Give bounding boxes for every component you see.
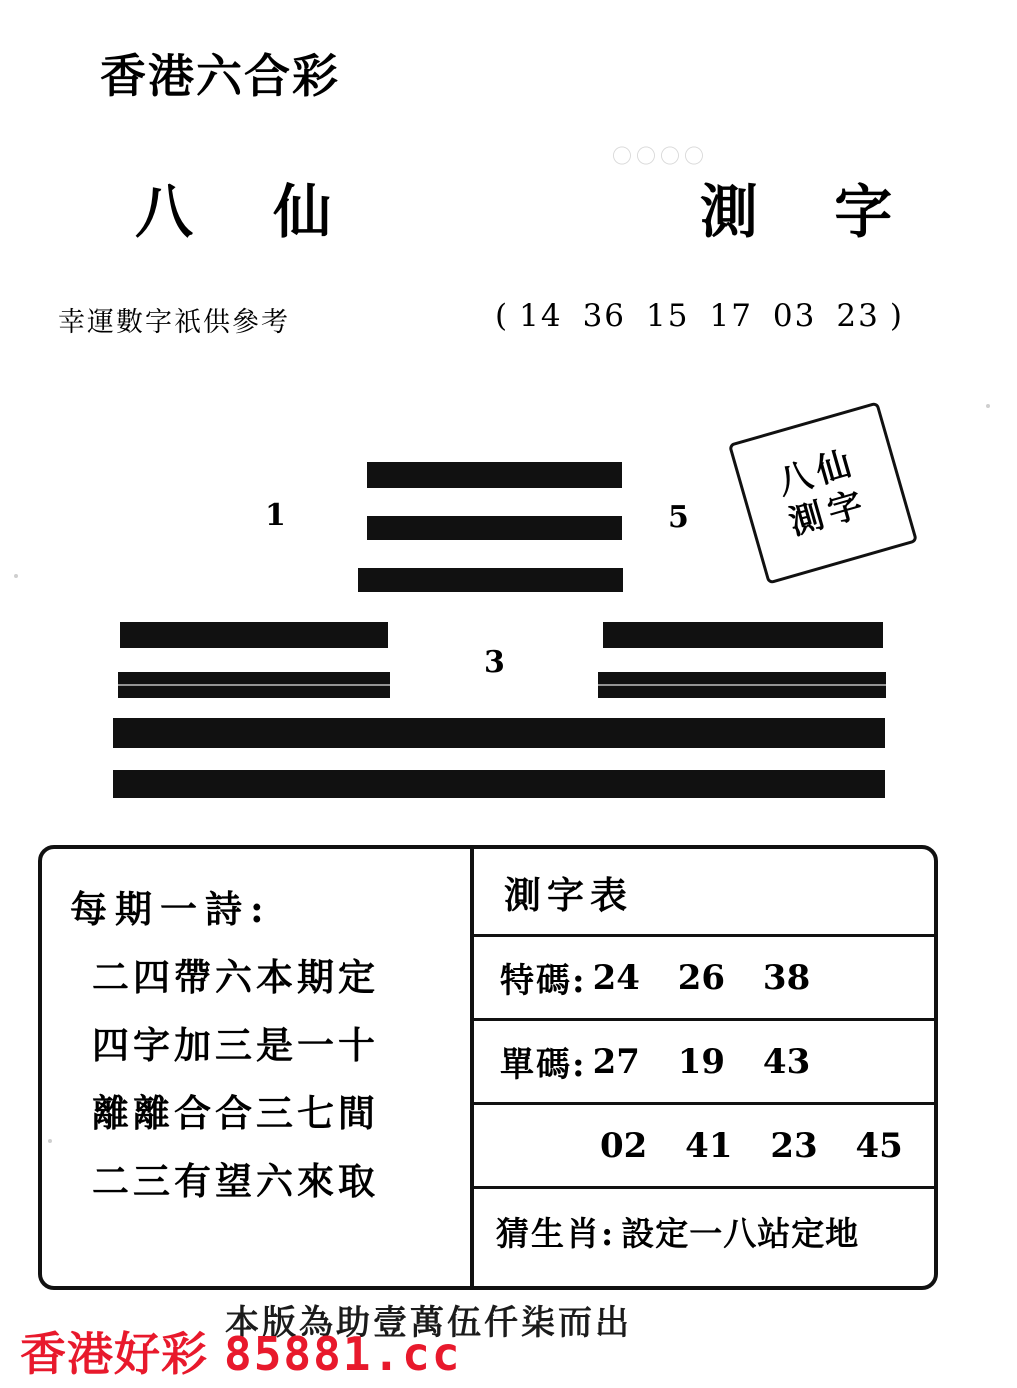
lucky-number-list xyxy=(495,298,904,334)
hexagram-label-5: 5 xyxy=(668,500,689,535)
poem-line-2: 四字加三是一十 xyxy=(92,1023,379,1067)
hexagram-bar-long-2 xyxy=(113,770,885,798)
poem-title: 每期一詩: xyxy=(70,887,272,931)
extra-number-1: 02 xyxy=(600,1125,648,1166)
number-table-title: 測字表 xyxy=(474,849,934,937)
poem-line-3: 離離合合三七間 xyxy=(92,1091,379,1135)
title-left: 八 仙 xyxy=(135,178,362,246)
seal-stamp-inner xyxy=(732,405,915,581)
lucky-number-6: 23 xyxy=(836,298,880,334)
hexagram-label-1: 1 xyxy=(265,498,286,533)
site-watermark xyxy=(20,1318,462,1384)
watermark-site: 85881.cc xyxy=(224,1327,462,1381)
lucky-number-1: 14 xyxy=(519,298,563,334)
row-label-special: 特碼: xyxy=(500,961,587,1001)
special-number-1: 24 xyxy=(592,957,640,998)
scan-speck xyxy=(48,1139,52,1143)
zodiac-row xyxy=(474,1189,934,1273)
scan-speck xyxy=(14,574,18,578)
hexagram-bar-solid-3 xyxy=(358,568,623,592)
special-number-2: 26 xyxy=(677,957,726,998)
scan-speck xyxy=(986,404,990,408)
table-row xyxy=(474,937,934,1021)
lucky-number-label: 幸運數字祇供參考 xyxy=(58,307,290,338)
zodiac-label: 猜生肖: xyxy=(496,1213,616,1253)
single-number-3: 43 xyxy=(762,1041,811,1082)
lucky-paren-open: ( xyxy=(495,298,510,334)
extra-number-4: 45 xyxy=(855,1125,903,1166)
footer-note: 本版為助壹萬伍仟柒而出 xyxy=(225,1303,632,1343)
table-row xyxy=(474,1021,934,1105)
seal-stamp xyxy=(728,401,918,584)
extra-number-3: 23 xyxy=(770,1125,818,1166)
info-panel xyxy=(38,845,938,1290)
special-number-3: 38 xyxy=(762,957,811,998)
single-number-1: 27 xyxy=(592,1041,640,1082)
row-values-extra xyxy=(600,1126,929,1166)
poem-line-4: 二三有望六來取 xyxy=(92,1159,379,1203)
single-number-2: 19 xyxy=(677,1041,726,1082)
table-row xyxy=(474,1105,934,1189)
title-right: 測 字 xyxy=(700,178,921,246)
number-table-section xyxy=(474,849,934,1286)
hexagram-bar-solid-1 xyxy=(367,462,622,488)
hexagram-bar-broken-2 xyxy=(598,672,886,698)
extra-number-2: 41 xyxy=(685,1125,733,1166)
watermark-text: 香港好彩 xyxy=(20,1327,208,1381)
hexagram-bar-solid-2 xyxy=(367,516,622,540)
poem-section xyxy=(42,849,474,1286)
brand-title: 香港六合彩 xyxy=(100,49,340,103)
row-values-special xyxy=(593,958,837,998)
hexagram-label-3: 3 xyxy=(484,645,505,680)
hexagram-bar-long-1 xyxy=(113,718,885,748)
lucky-paren-close: ) xyxy=(889,298,904,334)
hexagram-bar-solid-5 xyxy=(603,622,883,648)
row-label-single: 單碼: xyxy=(500,1045,587,1085)
row-values-single xyxy=(593,1042,837,1082)
seal-line-1: 八仙 xyxy=(773,442,862,503)
hexagram-bar-broken-1 xyxy=(118,672,390,698)
lucky-number-3: 15 xyxy=(646,298,690,334)
hexagram-bar-solid-4 xyxy=(120,622,388,648)
poem-line-1: 二四帶六本期定 xyxy=(92,955,379,999)
lucky-number-4: 17 xyxy=(709,298,753,334)
lucky-number-2: 36 xyxy=(582,298,627,334)
zodiac-value: 設定一八站定地 xyxy=(621,1213,860,1253)
lucky-number-5: 03 xyxy=(772,298,817,334)
seal-line-2: 測字 xyxy=(784,482,873,544)
faint-watermark-text: 〇〇〇〇 xyxy=(612,144,708,168)
